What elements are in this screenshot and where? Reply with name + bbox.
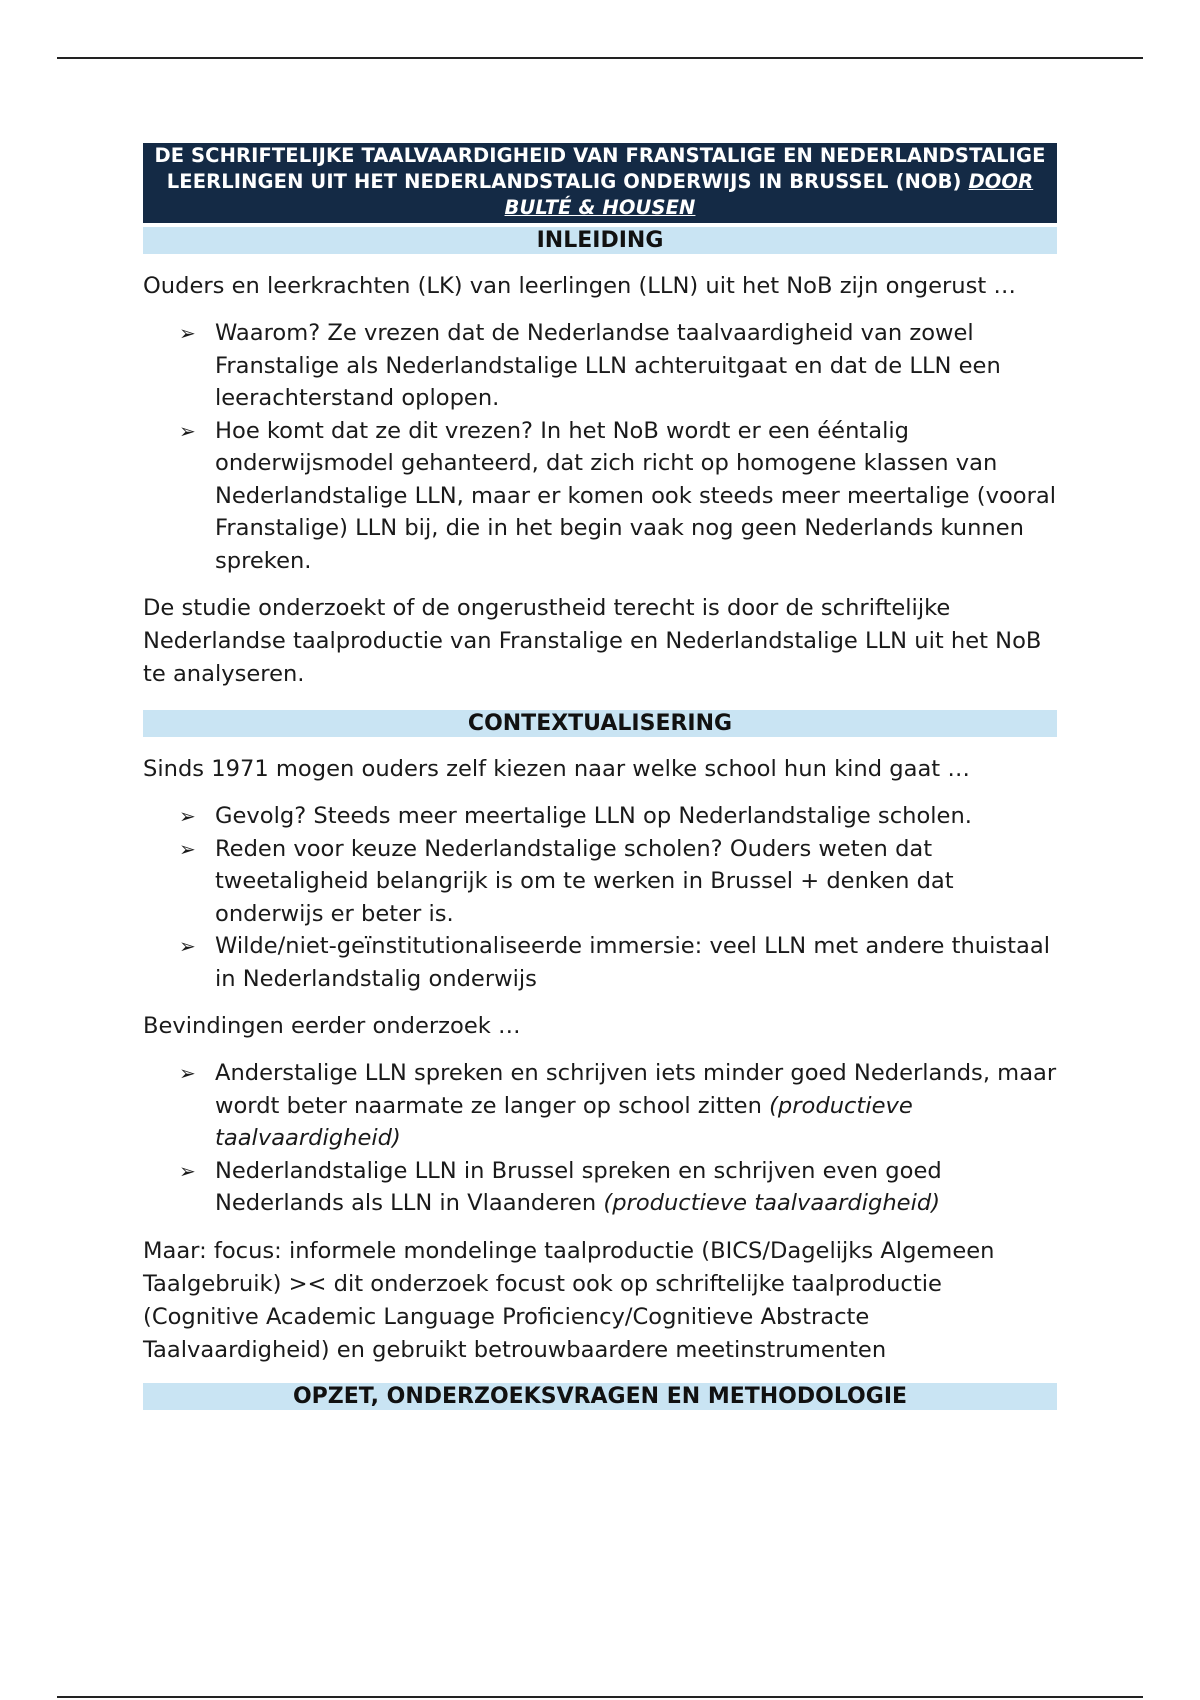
list-item [179, 317, 1057, 415]
document-title [143, 143, 1057, 223]
list-item [179, 1057, 1057, 1155]
arrowhead-bullet-icon: ➢ [179, 321, 196, 345]
heading-contextualisering: CONTEXTUALISERING [143, 710, 1057, 737]
findings-bullet-list [143, 1057, 1057, 1220]
header-rule [57, 57, 1143, 59]
title-line-1: DE SCHRIFTELIJKE TAALVAARDIGHEID VAN FRANSTALIGE EN NEDERLANDSTALIGE [154, 144, 1046, 167]
bullet-text: Waarom? Ze vrezen dat de Nederlandse taalvaardigheid van zowel Franstalige als Nederlandstalige LLN achteruitgaat en dat de LLN een leerachterstand oplopen. [215, 320, 1001, 411]
footer-rule [57, 1696, 1143, 1698]
finding-italic-note: (productieve taalvaardigheid) [603, 1190, 941, 1216]
contextualisering-intro: Sinds 1971 mogen ouders zelf kiezen naar welke school hun kind gaat … [143, 756, 970, 782]
arrowhead-bullet-icon: ➢ [179, 418, 196, 443]
title-line-2-main: LEERLINGEN UIT HET NEDERLANDSTALIG ONDERWIJS IN BRUSSEL (NOB) [166, 170, 969, 193]
bullet-text: Gevolg? Steeds meer meertalige LLN op Nederlandstalige scholen. [215, 803, 972, 829]
inleiding-bullet-list [143, 317, 1057, 577]
arrowhead-bullet-icon: ➢ [179, 1061, 196, 1085]
finding-italic-note: (productieve taalvaardigheid) [215, 1092, 913, 1151]
document-body [143, 143, 1057, 1410]
title-line-2 [143, 169, 1057, 195]
findings-intro: Bevindingen eerder onderzoek … [143, 1013, 521, 1039]
bullet-text: Reden voor keuze Nederlandstalige scholen? Ouders weten dat tweetaligheid belangrijk is om te werken in Brussel + denken dat onderwijs er beter is. [215, 835, 954, 927]
heading-inleiding: INLEIDING [143, 227, 1057, 254]
list-item [179, 1155, 1057, 1220]
list-item [179, 800, 1057, 833]
arrowhead-bullet-icon: ➢ [179, 804, 196, 828]
list-item [179, 833, 1057, 931]
list-item [179, 415, 1057, 578]
inleiding-intro: Ouders en leerkrachten (LK) van leerlingen (LLN) uit het NoB zijn ongerust … [143, 273, 1017, 299]
inleiding-closing: De studie onderzoekt of de ongerustheid terecht is door de schriftelijke Nederlandse taalproductie van Franstalige en Nederlandstalige LLN uit het NoB te analyseren. [143, 595, 1042, 687]
title-line-3 [143, 195, 1057, 221]
contextualisering-closing: Maar: focus: informele mondelinge taalproductie (BICS/Dagelijks Algemeen Taalgebruik) >< dit onderzoek focust ook op schriftelijke taalproductie (Cognitive Academic Language Proficiency/Cognitieve Abstracte Taalvaardigheid) en gebruikt betrouwbaardere meetinstrumenten [143, 1237, 995, 1363]
finding-text: Nederlandstalige LLN in Brussel spreken en schrijven even goed Nederlands als LLN in Vlaanderen [215, 1157, 942, 1216]
bullet-text: Hoe komt dat ze dit vrezen? In het NoB wordt er een ééntalig onderwijsmodel gehanteerd, dat zich richt op homogene klassen van Nederlandstalige LLN, maar er komen ook steeds meer meertalige (vooral Franstalige) LLN bij, die in het begin vaak nog geen Nederlands kunnen spreken. [215, 417, 1057, 574]
arrowhead-bullet-icon: ➢ [179, 836, 196, 861]
arrowhead-bullet-icon: ➢ [179, 1158, 196, 1183]
contextualisering-bullet-list [143, 800, 1057, 995]
finding-text: Anderstalige LLN spreken en schrijven iets minder goed Nederlands, maar wordt beter naarmate ze langer op school zitten [215, 1060, 1057, 1119]
arrowhead-bullet-icon: ➢ [179, 934, 196, 958]
heading-opzet: OPZET, ONDERZOEKSVRAGEN EN METHODOLOGIE [143, 1383, 1057, 1410]
bullet-text: Wilde/niet-geïnstitutionaliseerde immersie: veel LLN met andere thuistaal in Nederlandstalig onderwijs [215, 933, 1050, 992]
title-door: DOOR [968, 170, 1034, 193]
title-authors: BULTÉ & HOUSEN [504, 196, 696, 219]
list-item [179, 930, 1057, 995]
